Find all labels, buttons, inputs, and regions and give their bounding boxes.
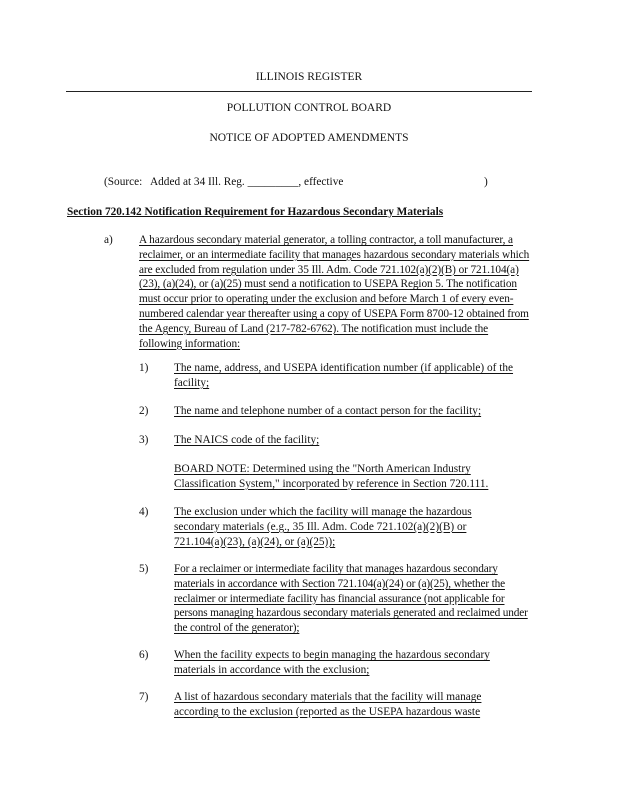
header-divider — [66, 91, 532, 92]
source-line-text: Added at 34 Ill. Reg. _________, effective — [150, 176, 344, 188]
item-2-number: 2) — [139, 405, 149, 417]
register-title: ILLINOIS REGISTER — [255, 71, 363, 83]
board-title: POLLUTION CONTROL BOARD — [226, 102, 392, 114]
item-2-text: The name and telephone number of a contact person for the facility; — [174, 405, 482, 417]
item-7-number: 7) — [139, 691, 149, 703]
item-1-number: 1) — [139, 362, 149, 374]
subsection-a-text: A hazardous secondary material generator, a tolling contractor, a toll manufacturer, a reclaimer, or an intermediate facility that manages hazardous secondary materials which are excluded from regulation under 35 Ill. Adm. Code 721.102(a)(2)(B) or 721.104(a)(23), (a)(24), or (a)(25) must send a notification to USEPA Region 5. The notification must occur prior to operating under the exclusion and before March 1 of every even-numbered calendar year thereafter using a copy of USEPA Form 8700-12 obtained from the Agency, Bureau of Land (217-782-6762). The notification must include the following information: — [139, 234, 530, 350]
subsection-a-label: a) — [104, 234, 113, 246]
board-note-text: Determined using the "North American Industry Classification System," incorporated by reference in Section 720.111. — [174, 463, 489, 490]
item-6-number: 6) — [139, 649, 149, 661]
source-line-open: (Source: — [104, 176, 143, 188]
item-3-number: 3) — [139, 434, 149, 446]
notice-title: NOTICE OF ADOPTED AMENDMENTS — [209, 132, 409, 144]
item-5-number: 5) — [139, 563, 149, 575]
item-3-text: The NAICS code of the facility; — [174, 434, 320, 446]
board-note — [174, 462, 519, 492]
item-1-text: The name, address, and USEPA identification number (if applicable) of the facility; — [174, 362, 514, 389]
item-4-text: The exclusion under which the facility will manage the hazardous secondary materials (e.g., 35 Ill. Adm. Code 721.102(a)(2)(B) or 721.104(a)(23), (a)(24), or (a)(25)); — [174, 506, 472, 548]
item-7-text: A list of hazardous secondary materials that the facility will manage according to the exclusion (reported as the USEPA hazardous waste — [174, 691, 482, 718]
section-heading: Section 720.142 Notification Requirement for Hazardous Secondary Materials — [67, 206, 444, 218]
board-note-label: BOARD NOTE: — [174, 463, 250, 475]
source-line-close: ) — [484, 176, 488, 188]
item-4-number: 4) — [139, 506, 149, 518]
item-6-text: When the facility expects to begin managing the hazardous secondary materials in accordance with the exclusion; — [174, 649, 490, 676]
item-5-text: For a reclaimer or intermediate facility that manages hazardous secondary materials in accordance with Section 721.104(a)(24) or (a)(25), whether the reclaimer or intermediate facility has financial assurance (not applicable for persons managing hazardous secondary materials generated and reclaimed under the control of the generator); — [174, 563, 528, 635]
